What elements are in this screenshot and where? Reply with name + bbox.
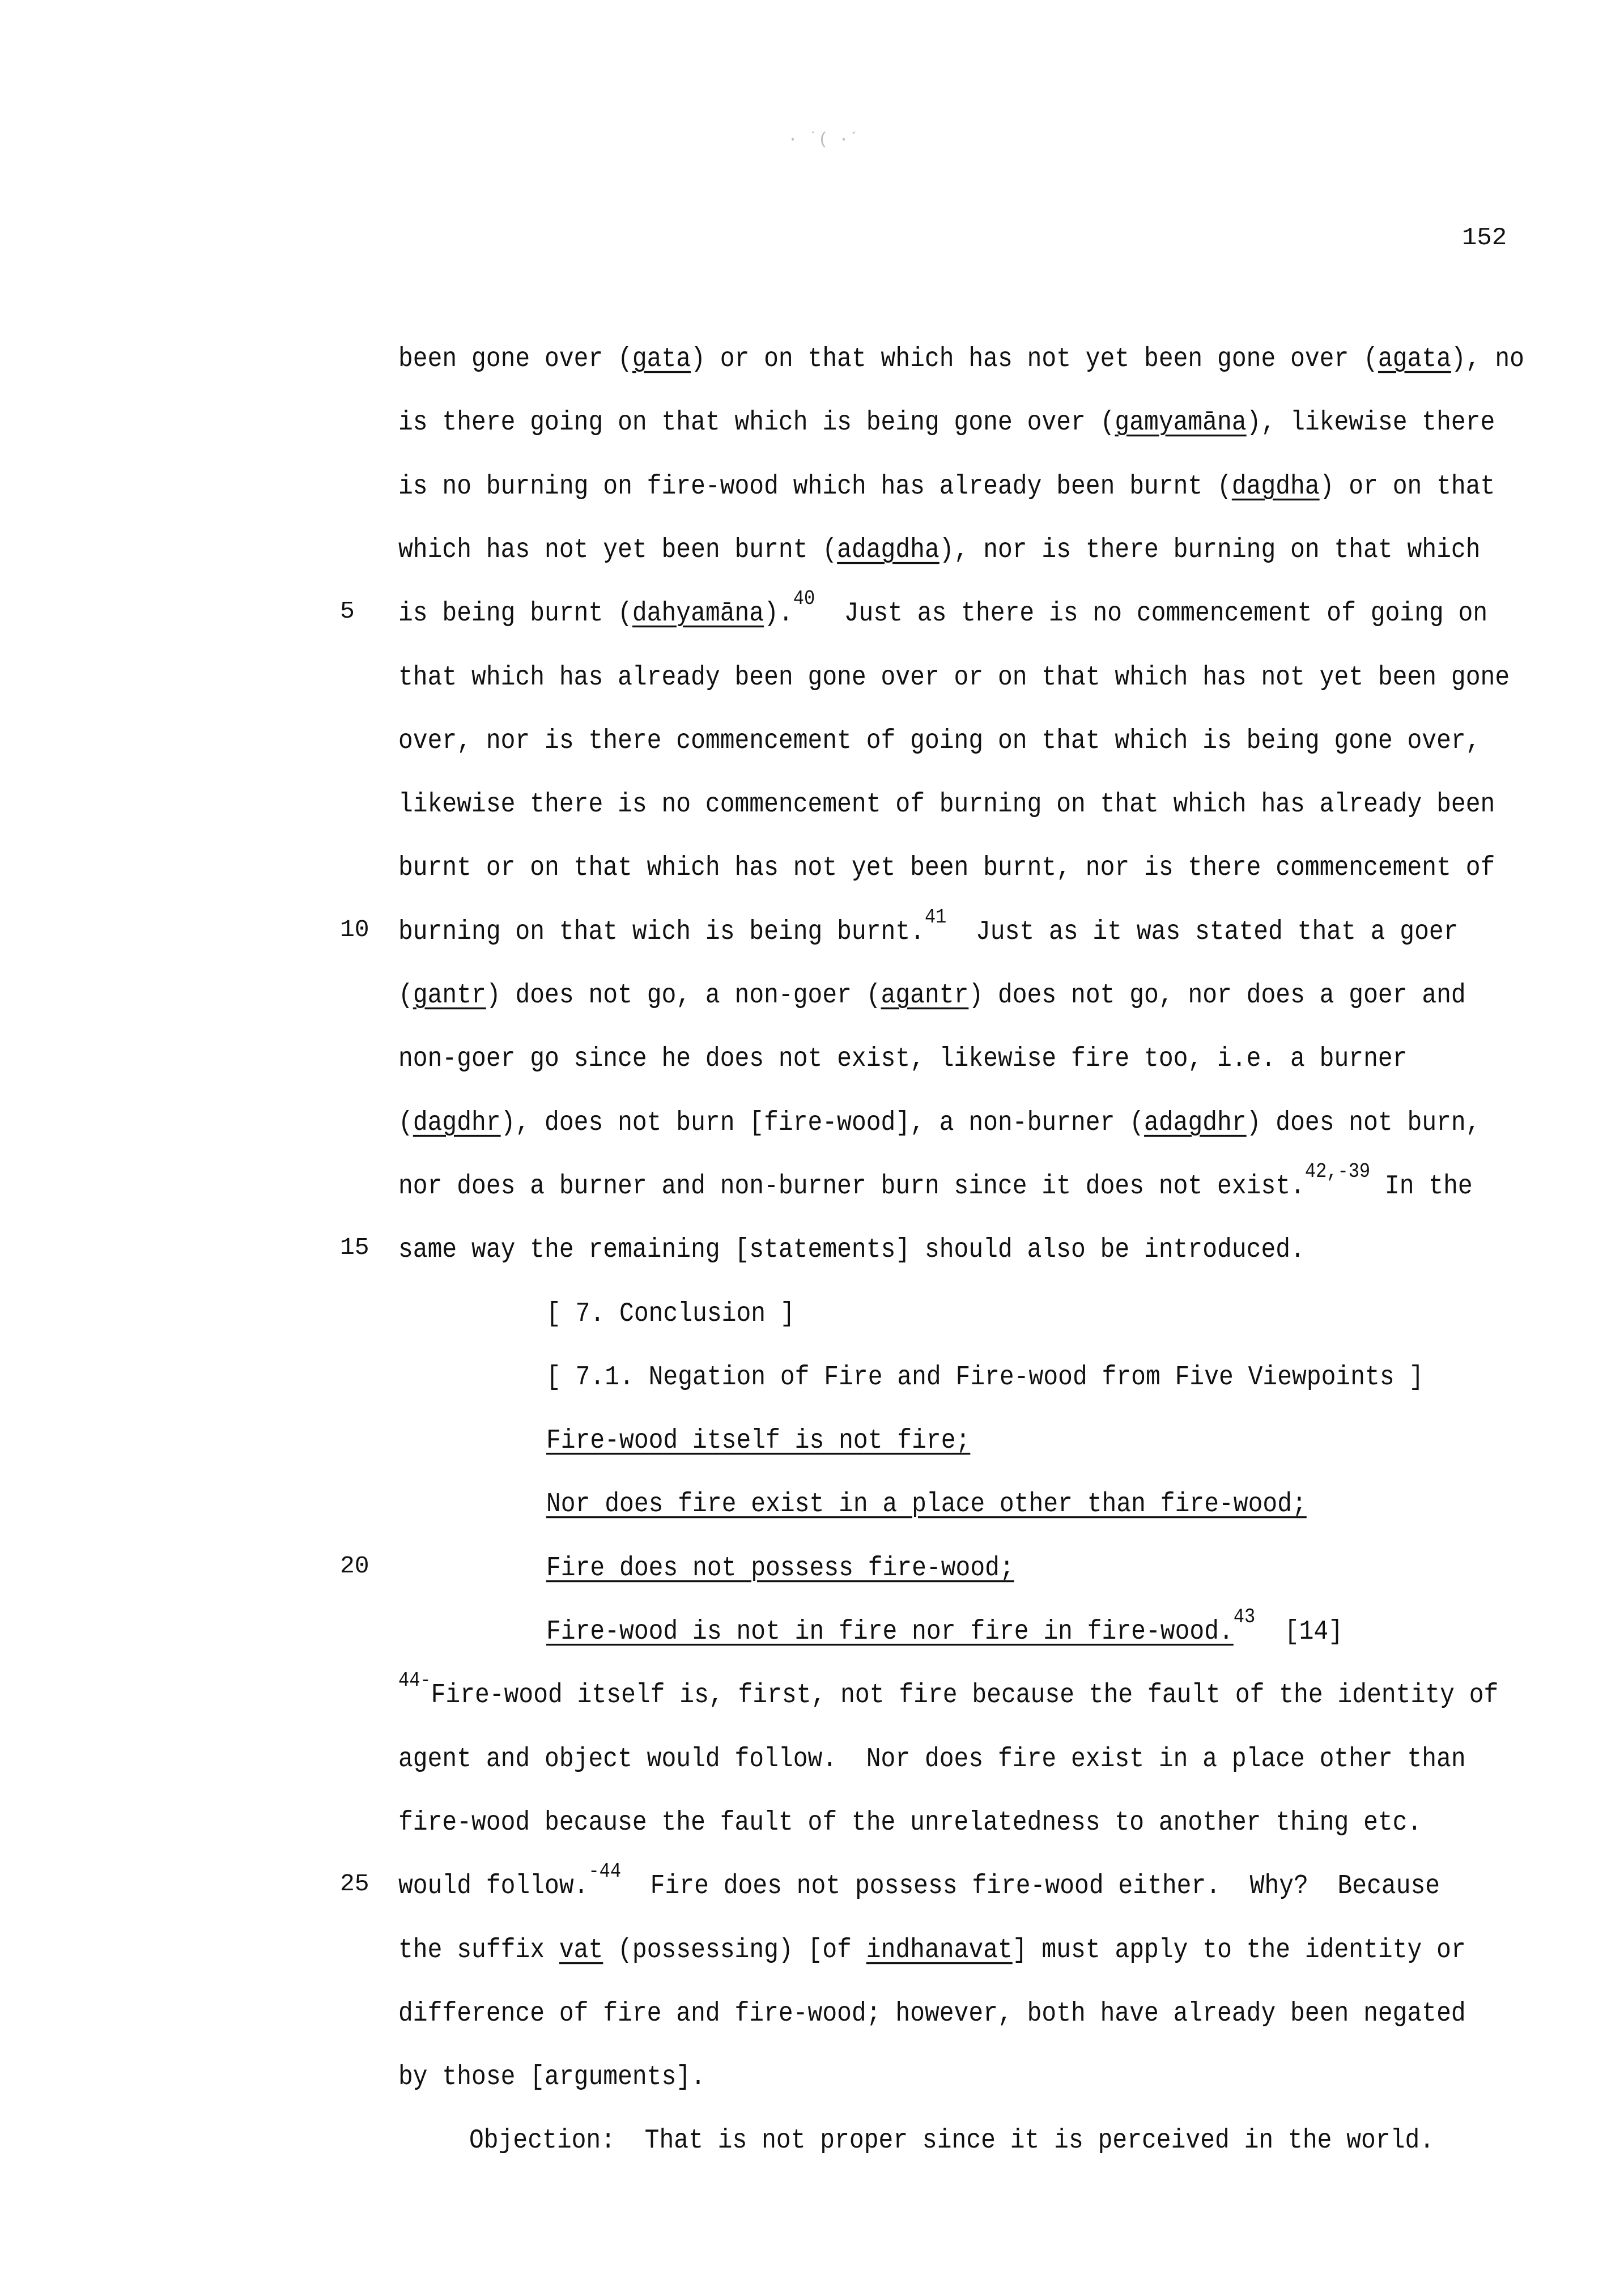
- underlined-term: vat: [559, 1934, 603, 1965]
- text-run: ).: [764, 597, 793, 629]
- text-run: agent and object would follow. Nor does fire exist in a place other than: [398, 1743, 1466, 1775]
- text-run: nor does a burner and non-burner burn since it does not exist.: [398, 1170, 1305, 1202]
- text-run: (: [398, 979, 413, 1011]
- text-run: by those [arguments].: [398, 2061, 705, 2093]
- text-line: [546, 1485, 1307, 1523]
- text-line: [398, 2058, 705, 2096]
- underlined-term: gamyamāna: [1115, 406, 1247, 438]
- text-run: ), nor is there burning on that which: [939, 534, 1481, 566]
- text-run: over, nor is there commencement of going on that which is being gone over,: [398, 725, 1481, 756]
- text-run: ), does not burn [fire-wood], a non-burner (: [500, 1107, 1145, 1138]
- text-run: Fire-wood itself is, first, not fire because the fault of the identity of: [431, 1679, 1499, 1711]
- text-line: [546, 1549, 1014, 1587]
- text-line: [398, 1040, 1408, 1078]
- text-run: fire-wood because the fault of the unrelatedness to another thing etc.: [398, 1806, 1422, 1838]
- text-run: ), no: [1451, 343, 1524, 375]
- line-number: 20: [340, 1551, 369, 1580]
- underlined-term: gata: [632, 343, 691, 375]
- ink-smudge: · ˙( ·ˊ: [788, 130, 860, 150]
- text-line: [398, 531, 1481, 569]
- text-run: is there going on that which is being gone over (: [398, 406, 1115, 438]
- text-line: [546, 1422, 970, 1460]
- text-line: [546, 1295, 795, 1333]
- underlined-term: agata: [1378, 343, 1451, 375]
- text-line: [398, 1859, 1440, 1907]
- text-line: [546, 1358, 1423, 1396]
- text-line: [546, 1605, 1344, 1653]
- text-line: [469, 2121, 1434, 2159]
- underlined-term: Fire-wood is not in fire nor fire in fire-wood.: [546, 1615, 1234, 1647]
- text-line: [398, 1104, 1481, 1142]
- text-line: [398, 658, 1510, 696]
- text-line: [398, 722, 1481, 760]
- text-run: burnt or on that which has not yet been burnt, nor is there commencement of: [398, 852, 1495, 883]
- underlined-term: gantr: [413, 979, 486, 1011]
- underlined-term: indhanavat: [866, 1934, 1013, 1965]
- text-run: same way the remaining [statements] should also be introduced.: [398, 1234, 1305, 1265]
- text-line: [398, 467, 1495, 505]
- text-run: is no burning on fire-wood which has already been burnt (: [398, 470, 1232, 502]
- text-run: is being burnt (: [398, 597, 632, 629]
- footnote-marker: 40: [793, 586, 815, 611]
- text-run: ) or on that which has not yet been gone over (: [691, 343, 1378, 375]
- text-run: been gone over (: [398, 343, 632, 375]
- text-line: [398, 1668, 1499, 1716]
- text-run: which has not yet been burnt (: [398, 534, 837, 566]
- text-line: [398, 1995, 1466, 2033]
- text-run: would follow.: [398, 1870, 589, 1902]
- text-run: ) or on that: [1319, 470, 1495, 502]
- text-run: non-goer go since he does not exist, likewise fire too, i.e. a burner: [398, 1043, 1408, 1074]
- text-run: that which has already been gone over or on that which has not yet been gone: [398, 661, 1510, 692]
- line-number: 10: [340, 915, 369, 943]
- line-number: 5: [340, 597, 355, 626]
- text-line: [398, 905, 1459, 953]
- text-run: [ 7. Conclusion ]: [546, 1298, 795, 1329]
- line-number: 25: [340, 1870, 369, 1898]
- text-run: likewise there is no commencement of burning on that which has already been: [398, 788, 1495, 820]
- text-run: ) does not burn,: [1246, 1107, 1481, 1138]
- text-line: [398, 1931, 1466, 1969]
- text-run: Fire does not possess fire-wood either. Why? Because: [621, 1870, 1440, 1902]
- underlined-term: Fire-wood itself is not fire;: [546, 1425, 971, 1456]
- underlined-term: adagdha: [837, 534, 939, 566]
- text-run: burning on that wich is being burnt.: [398, 916, 925, 947]
- footnote-marker: 41: [924, 905, 947, 929]
- footnote-marker: 43: [1233, 1605, 1256, 1629]
- text-run: ), likewise there: [1246, 406, 1495, 438]
- underlined-term: dahyamāna: [632, 597, 764, 629]
- text-run: difference of fire and fire-wood; however, both have already been negated: [398, 1997, 1466, 2029]
- text-run: ] must apply to the identity or: [1012, 1934, 1466, 1965]
- text-line: [398, 340, 1524, 378]
- text-run: (: [398, 1107, 413, 1138]
- text-line: [398, 785, 1495, 823]
- text-run: [ 7.1. Negation of Fire and Fire-wood from Five Viewpoints ]: [546, 1361, 1424, 1393]
- text-line: [398, 586, 1488, 635]
- underlined-term: Nor does fire exist in a place other than fire-wood;: [546, 1488, 1307, 1520]
- footnote-marker: 42,-39: [1304, 1159, 1371, 1183]
- text-line: [398, 1231, 1305, 1269]
- text-run: the suffix: [398, 1934, 559, 1965]
- underlined-term: agantr: [881, 979, 969, 1011]
- text-line: [398, 1740, 1466, 1778]
- line-number: 15: [340, 1234, 369, 1262]
- text-line: [398, 849, 1495, 887]
- text-line: [398, 976, 1466, 1014]
- underlined-term: dagdhr: [413, 1107, 501, 1138]
- text-run: (possessing) [of: [603, 1934, 866, 1965]
- text-run: Objection: That is not proper since it is perceived in the world.: [469, 2124, 1435, 2156]
- underlined-term: Fire does not possess fire-wood;: [546, 1552, 1014, 1584]
- text-run: ) does not go, a non-goer (: [486, 979, 881, 1011]
- underlined-term: adagdhr: [1144, 1107, 1247, 1138]
- footnote-marker: -44: [588, 1859, 622, 1883]
- text-run: ) does not go, nor does a goer and: [968, 979, 1466, 1011]
- text-line: [398, 1159, 1473, 1207]
- page-number: 152: [1462, 224, 1507, 252]
- footnote-marker: 44-: [398, 1668, 431, 1693]
- text-run: In the: [1370, 1170, 1473, 1202]
- text-line: [398, 403, 1495, 441]
- text-run: Just as there is no commencement of going on: [815, 597, 1488, 629]
- underlined-term: dagdha: [1231, 470, 1320, 502]
- text-line: [398, 1804, 1422, 1842]
- text-run: Just as it was stated that a goer: [946, 916, 1459, 947]
- text-run: [14]: [1255, 1615, 1344, 1647]
